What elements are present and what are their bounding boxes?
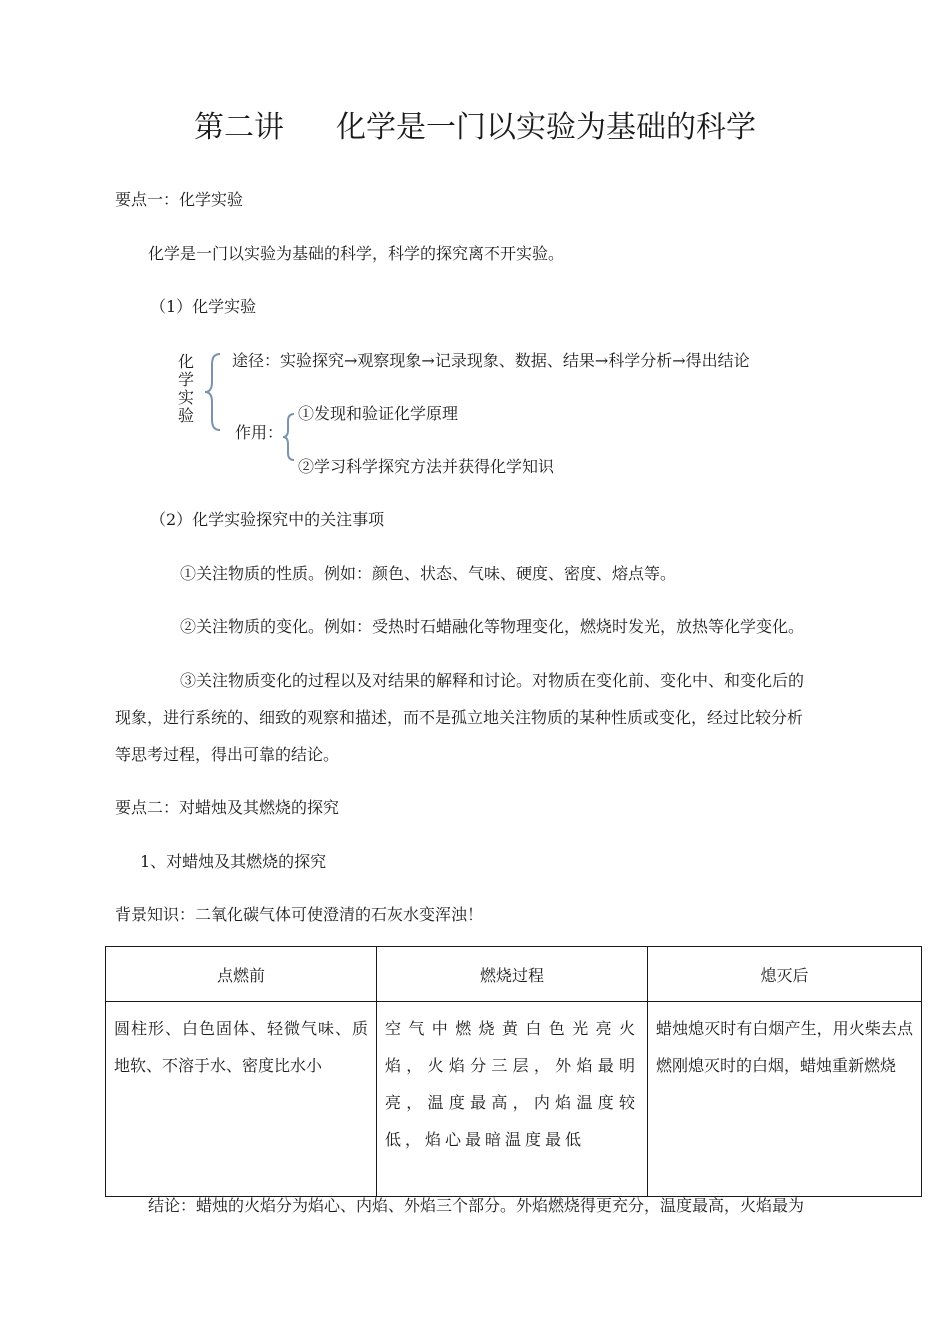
focus-point-line: ③关注物质变化的过程以及对结果的解释和讨论。对物质在变化前、变化中、和变化后的 <box>180 671 805 690</box>
diagram-label-vertical <box>177 353 195 425</box>
table-row <box>106 1002 922 1197</box>
diagram-brace-role <box>281 412 297 462</box>
diagram-role-item: ②学习科学探究方法并获得化学知识 <box>298 457 555 476</box>
diagram-label-char: 学 <box>177 370 194 389</box>
focus-point-line: 现象，进行系统的、细致的观察和描述，而不是孤立地关注物质的某种性质或变化，经过比较分析 <box>115 708 804 727</box>
diagram-brace-main <box>202 352 224 432</box>
candle-observation-table <box>105 946 922 1197</box>
background-knowledge: 背景知识：二氧化碳气体可使澄清的石灰水变浑浊！ <box>115 905 484 924</box>
subheading-chem-experiment: （1）化学实验 <box>150 297 257 316</box>
diagram-role-label: 作用： <box>235 423 284 442</box>
diagram-label-char: 实 <box>177 388 194 407</box>
focus-point: ①关注物质的性质。例如：颜色、状态、气味、硬度、密度、熔点等。 <box>180 564 677 583</box>
diagram-role-item: ①发现和验证化学原理 <box>298 404 459 423</box>
section2-heading: 要点二：对蜡烛及其燃烧的探究 <box>115 798 340 817</box>
diagram-route: 途径：实验探究→观察现象→记录现象、数据、结果→科学分析→得出结论 <box>232 351 750 370</box>
table-cell-after-extinguish: 蜡烛熄灭时有白烟产生，用火柴去点燃刚熄灭时的白烟，蜡烛重新燃烧 <box>648 1002 922 1197</box>
section1-heading: 要点一：化学实验 <box>115 190 244 209</box>
table-cell-burning: 空气中燃烧黄白色光亮火焰，火焰分三层，外焰最明亮，温度最高，内焰温度较低，焰心最暗温度最低 <box>377 1002 648 1197</box>
table-header-cell: 点燃前 <box>106 947 377 1002</box>
conclusion: 结论：蜡烛的火焰分为焰心、内焰、外焰三个部分。外焰燃烧得更充分，温度最高，火焰最为 <box>148 1196 805 1215</box>
section1-intro: 化学是一门以实验为基础的科学，科学的探究离不开实验。 <box>148 244 565 263</box>
table-header-cell: 熄灭后 <box>648 947 922 1002</box>
table-header-row <box>106 947 922 1002</box>
focus-point-line: 等思考过程，得出可靠的结论。 <box>115 745 340 764</box>
focus-point: ②关注物质的变化。例如：受热时石蜡融化等物理变化，燃烧时发光，放热等化学变化。 <box>180 617 805 636</box>
table-header-cell: 燃烧过程 <box>377 947 648 1002</box>
subheading-candle-exploration: 1、对蜡烛及其燃烧的探究 <box>140 852 327 871</box>
page-title <box>0 110 950 146</box>
title-lecture-number: 第二讲 <box>194 110 284 145</box>
title-topic: 化学是一门以实验为基础的科学 <box>336 110 756 145</box>
diagram-label-char: 化 <box>177 352 194 371</box>
subheading-focus-items: （2）化学实验探究中的关注事项 <box>150 510 385 529</box>
diagram-label-char: 验 <box>177 406 194 425</box>
table-cell-before-lighting: 圆柱形、白色固体、轻微气味、质地软、不溶于水、密度比水小 <box>106 1002 377 1197</box>
